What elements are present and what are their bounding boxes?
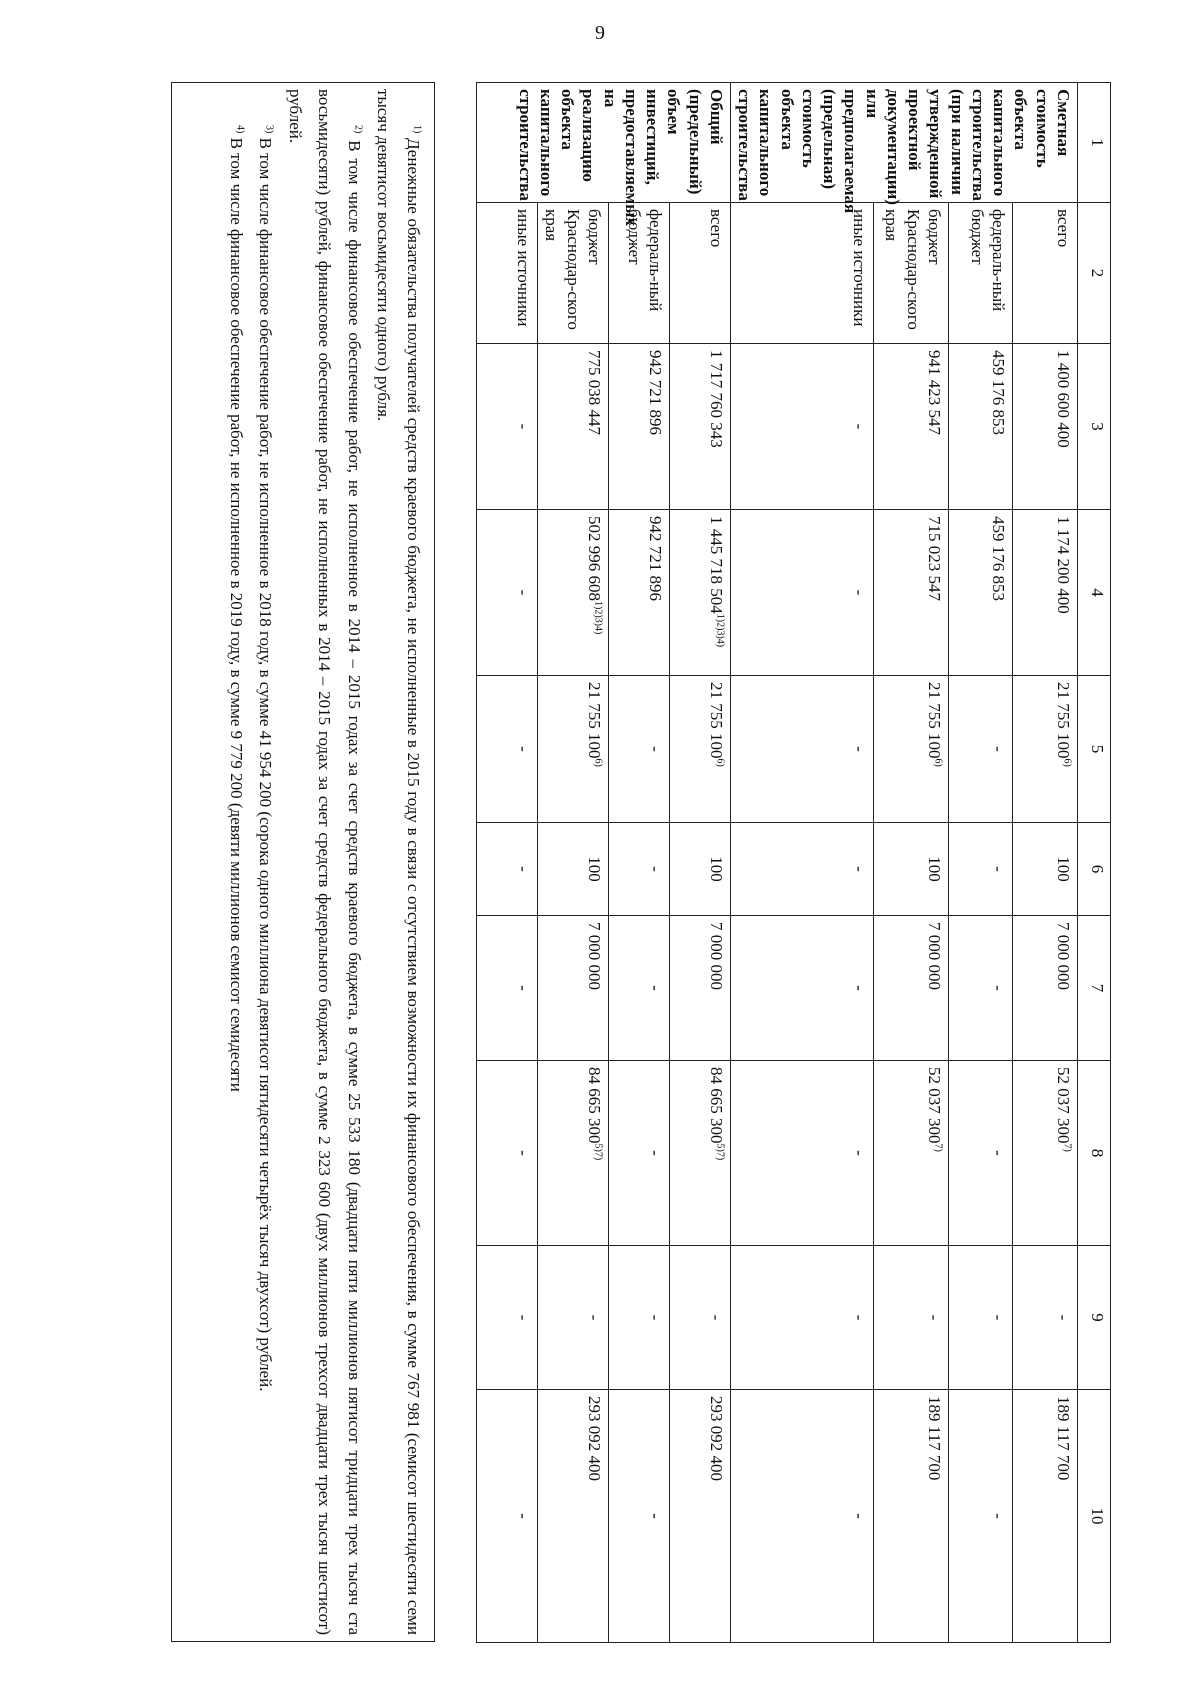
- value-cell: 100: [873, 823, 948, 916]
- value-cell: 21 755 100$^{6)}$: [538, 676, 609, 823]
- footnotes: [171, 82, 435, 1642]
- source-cell: федераль-ный бюджет: [948, 203, 1013, 344]
- value-cell: 100: [1013, 823, 1078, 916]
- value-cell: -: [609, 1246, 670, 1390]
- header-cell: 9: [1078, 1246, 1111, 1390]
- table-row: [477, 83, 538, 1643]
- footnote: $^{2)}$ В том числе финансовое обеспечение работ, не исполненное в 2014 – 2015 годах за счет средств краевого бюджета, в сумме 25 533 180 (двадцати пяти миллионов пятисот тридцати трех тысяч ста восьмидесяти) рублей, финансовое обеспечение работ, не исполненных в 2014 – 2015 годах за счет средств федерального бюджета, в сумме 2 323 600 (двух миллионов трехсот двадцати трех тысяч шестисот) рублей.: [286, 89, 364, 1635]
- value-cell: -: [948, 1246, 1013, 1390]
- header-cell: 5: [1078, 676, 1111, 823]
- value-cell: -: [609, 823, 670, 916]
- page-number: 9: [595, 22, 605, 44]
- value-cell: -: [731, 823, 874, 916]
- value-cell: 1 174 200 400: [1013, 510, 1078, 676]
- value-cell: -: [609, 916, 670, 1061]
- value-cell: -: [477, 344, 538, 510]
- value-cell: 21 755 100$^{6)}$: [670, 676, 731, 823]
- header-cell: 8: [1078, 1061, 1111, 1246]
- header-cell: 1: [1078, 83, 1111, 203]
- value-cell: -: [731, 1390, 874, 1643]
- value-cell: 942 721 896: [609, 344, 670, 510]
- financing-table: [476, 82, 1111, 1643]
- value-cell: -: [948, 823, 1013, 916]
- value-cell: -: [477, 823, 538, 916]
- value-cell: -: [609, 1390, 670, 1643]
- footnote: $^{4)}$ В том числе финансовое обеспечение работ, не исполненное в 2019 году, в сумме 9 779 200 (девяти миллионов семисот семидесяти: [227, 125, 246, 1092]
- value-cell: -: [609, 676, 670, 823]
- value-cell: -: [948, 916, 1013, 1061]
- value-cell: 189 117 700: [873, 1390, 948, 1643]
- value-cell: -: [948, 1390, 1013, 1643]
- value-cell: 189 117 700: [1013, 1390, 1078, 1643]
- value-cell: -: [477, 1246, 538, 1390]
- value-cell: 941 423 547: [873, 344, 948, 510]
- value-cell: 775 038 447: [538, 344, 609, 510]
- value-cell: -: [477, 1390, 538, 1643]
- value-cell: -: [731, 510, 874, 676]
- value-cell: 942 721 896: [609, 510, 670, 676]
- value-cell: -: [948, 676, 1013, 823]
- header-cell: 4: [1078, 510, 1111, 676]
- row-label-investment-volume: Общий (предельный) объем инвестиций, предоставляемых на реализацию объекта капитального строительства: [477, 83, 731, 203]
- value-cell: -: [731, 1061, 874, 1246]
- header-cell: 3: [1078, 344, 1111, 510]
- row-label-estimated-cost: Сметная стоимость объекта капитального строительства (при наличии утвержденной проектной документации) или предполагаемая (предельная) стоимость объекта капитального строительства: [731, 83, 1078, 203]
- table-row: [538, 83, 609, 1643]
- value-cell: -: [477, 676, 538, 823]
- value-cell: 1 717 760 343: [670, 344, 731, 510]
- value-cell: -: [609, 1061, 670, 1246]
- footnote: $^{1)}$ Денежные обязательства получателей средств краевого бюджета, не исполненные в 2015 году в связи с отсутствием возможности их финансового обеспечения, в сумме 767 981 (семисот шестидесяти семи тысяч девятисот восьмидесяти одного) рубля.: [374, 89, 423, 1636]
- value-cell: 293 092 400: [670, 1390, 731, 1643]
- value-cell: 52 037 300$^{7)}$: [873, 1061, 948, 1246]
- value-cell: 7 000 000: [1013, 916, 1078, 1061]
- value-cell: 715 023 547: [873, 510, 948, 676]
- header-cell: 2: [1078, 203, 1111, 344]
- source-cell: иные источники: [477, 203, 538, 344]
- value-cell: 502 996 $608^{1)2)3)4)}$: [538, 510, 609, 676]
- value-cell: -: [873, 1246, 948, 1390]
- value-cell: -: [1013, 1246, 1078, 1390]
- value-cell: 7 000 000: [670, 916, 731, 1061]
- value-cell: 21 755 100$^{6)}$: [1013, 676, 1078, 823]
- header-cell: 10: [1078, 1390, 1111, 1643]
- source-cell: федераль-ный бюджет: [609, 203, 670, 344]
- table-row: [670, 83, 731, 1643]
- source-cell: всего: [1013, 203, 1078, 344]
- header-row: [1078, 83, 1111, 1643]
- value-cell: 100: [670, 823, 731, 916]
- source-cell: всего: [670, 203, 731, 344]
- value-cell: 293 092 400: [538, 1390, 609, 1643]
- value-cell: 1 445 718 $504^{1)2)3)4)}$: [670, 510, 731, 676]
- source-cell: иные источники: [731, 203, 874, 344]
- value-cell: 7 000 000: [873, 916, 948, 1061]
- table-row: [1013, 83, 1078, 1643]
- value-cell: 84 665 $300^{5)7)}$: [670, 1061, 731, 1246]
- value-cell: 459 176 853: [948, 344, 1013, 510]
- value-cell: -: [948, 1061, 1013, 1246]
- value-cell: -: [731, 344, 874, 510]
- value-cell: -: [670, 1246, 731, 1390]
- value-cell: 100: [538, 823, 609, 916]
- value-cell: 52 037 300$^{7)}$: [1013, 1061, 1078, 1246]
- header-cell: 6: [1078, 823, 1111, 916]
- table-row: [731, 83, 874, 1643]
- footnote: $^{3)}$ В том числе финансовое обеспечение работ, не исполненное в 2018 году, в сумме 41 954 200 (сорока одного миллиона девятисот пятидесяти четырёх тысяч двухсот) рублей.: [256, 125, 276, 1392]
- value-cell: -: [477, 916, 538, 1061]
- rotated-content: [171, 82, 1111, 1642]
- table-row: [609, 83, 670, 1643]
- value-cell: -: [731, 916, 874, 1061]
- value-cell: 7 000 000: [538, 916, 609, 1061]
- value-cell: -: [477, 1061, 538, 1246]
- source-cell: бюджет Краснодар-ского края: [873, 203, 948, 344]
- value-cell: -: [477, 510, 538, 676]
- value-cell: 84 665 $300^{5)7)}$: [538, 1061, 609, 1246]
- table-row: [948, 83, 1013, 1643]
- value-cell: 21 755 100$^{6)}$: [873, 676, 948, 823]
- value-cell: 1 400 600 400: [1013, 344, 1078, 510]
- value-cell: -: [731, 1246, 874, 1390]
- value-cell: -: [538, 1246, 609, 1390]
- header-cell: 7: [1078, 916, 1111, 1061]
- value-cell: 459 176 853: [948, 510, 1013, 676]
- value-cell: -: [731, 676, 874, 823]
- table-row: [873, 83, 948, 1643]
- source-cell: бюджет Краснодар-ского края: [538, 203, 609, 344]
